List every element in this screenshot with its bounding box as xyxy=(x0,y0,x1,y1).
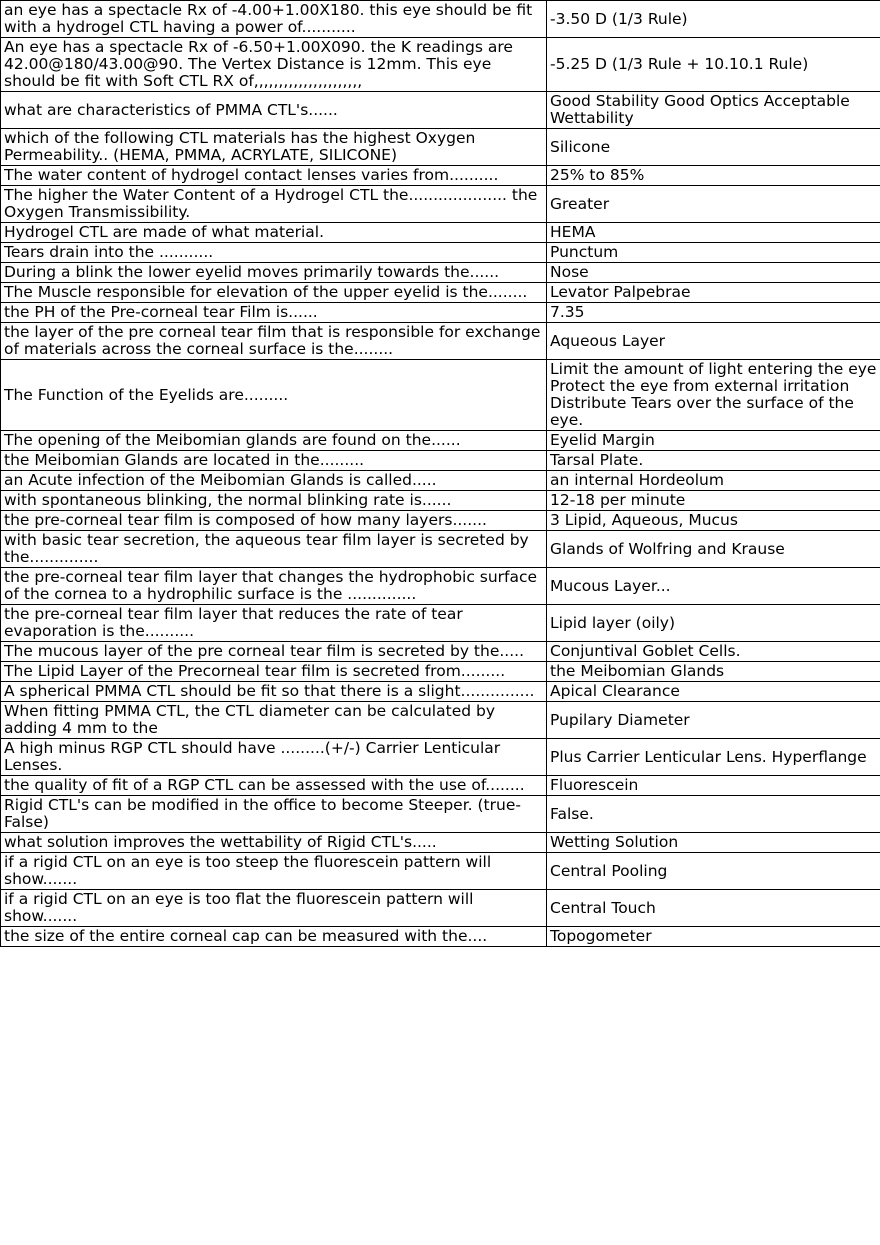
answer-cell: 12-18 per minute xyxy=(547,491,880,511)
table-row xyxy=(1,511,880,531)
question-cell: The higher the Water Content of a Hydrogel CTL the.................... the Oxygen Transmissibility. xyxy=(1,186,547,223)
question-cell: the quality of fit of a RGP CTL can be assessed with the use of........ xyxy=(1,776,547,796)
table-row xyxy=(1,1,880,38)
table-row xyxy=(1,568,880,605)
question-cell: The Function of the Eyelids are......... xyxy=(1,360,547,431)
flashcard-table-body xyxy=(1,1,880,947)
question-cell: The opening of the Meibomian glands are found on the...... xyxy=(1,431,547,451)
question-cell: the Meibomian Glands are located in the......... xyxy=(1,451,547,471)
answer-cell: Good Stability Good Optics Acceptable Wettability xyxy=(547,92,880,129)
question-cell: an Acute infection of the Meibomian Glands is called..... xyxy=(1,471,547,491)
question-cell: the pre-corneal tear film is composed of how many layers....... xyxy=(1,511,547,531)
question-cell: an eye has a spectacle Rx of -4.00+1.00X180. this eye should be fit with a hydrogel CTL having a power of........... xyxy=(1,1,547,38)
question-cell: Hydrogel CTL are made of what material. xyxy=(1,223,547,243)
question-cell: The Lipid Layer of the Precorneal tear film is secreted from......... xyxy=(1,662,547,682)
question-cell: A spherical PMMA CTL should be fit so that there is a slight............... xyxy=(1,682,547,702)
answer-cell: HEMA xyxy=(547,223,880,243)
answer-cell: Tarsal Plate. xyxy=(547,451,880,471)
answer-cell: an internal Hordeolum xyxy=(547,471,880,491)
table-row xyxy=(1,776,880,796)
table-row xyxy=(1,283,880,303)
answer-cell: Pupilary Diameter xyxy=(547,702,880,739)
answer-cell: Punctum xyxy=(547,243,880,263)
question-cell: the PH of the Pre-corneal tear Film is...... xyxy=(1,303,547,323)
question-cell: A high minus RGP CTL should have .........(+/-) Carrier Lenticular Lenses. xyxy=(1,739,547,776)
table-row xyxy=(1,833,880,853)
table-row xyxy=(1,642,880,662)
table-row xyxy=(1,38,880,92)
answer-cell: Central Touch xyxy=(547,890,880,927)
question-cell: the pre-corneal tear film layer that changes the hydrophobic surface of the cornea to a hydrophilic surface is the .............. xyxy=(1,568,547,605)
table-row xyxy=(1,682,880,702)
answer-cell: Aqueous Layer xyxy=(547,323,880,360)
table-row xyxy=(1,431,880,451)
answer-cell: False. xyxy=(547,796,880,833)
question-cell: Tears drain into the ........... xyxy=(1,243,547,263)
answer-cell: -5.25 D (1/3 Rule + 10.10.1 Rule) xyxy=(547,38,880,92)
answer-cell: -3.50 D (1/3 Rule) xyxy=(547,1,880,38)
answer-cell: Mucous Layer... xyxy=(547,568,880,605)
answer-cell: 25% to 85% xyxy=(547,166,880,186)
table-row xyxy=(1,323,880,360)
table-row xyxy=(1,223,880,243)
table-row xyxy=(1,531,880,568)
question-cell: which of the following CTL materials has the highest Oxygen Permeability.. (HEMA, PMMA, ACRYLATE, SILICONE) xyxy=(1,129,547,166)
question-cell: with spontaneous blinking, the normal blinking rate is...... xyxy=(1,491,547,511)
question-cell: what are characteristics of PMMA CTL's...... xyxy=(1,92,547,129)
answer-cell: 7.35 xyxy=(547,303,880,323)
table-row xyxy=(1,796,880,833)
table-row xyxy=(1,129,880,166)
table-row xyxy=(1,890,880,927)
answer-cell: 3 Lipid, Aqueous, Mucus xyxy=(547,511,880,531)
question-cell: if a rigid CTL on an eye is too flat the fluorescein pattern will show....... xyxy=(1,890,547,927)
answer-cell: the Meibomian Glands xyxy=(547,662,880,682)
answer-cell: Silicone xyxy=(547,129,880,166)
question-cell: with basic tear secretion, the aqueous tear film layer is secreted by the.............. xyxy=(1,531,547,568)
question-cell: The Muscle responsible for elevation of the upper eyelid is the........ xyxy=(1,283,547,303)
answer-cell: Apical Clearance xyxy=(547,682,880,702)
answer-cell: Wetting Solution xyxy=(547,833,880,853)
table-row xyxy=(1,739,880,776)
question-cell: During a blink the lower eyelid moves primarily towards the...... xyxy=(1,263,547,283)
question-cell: Rigid CTL's can be modified in the office to become Steeper. (true-False) xyxy=(1,796,547,833)
answer-cell: Lipid layer (oily) xyxy=(547,605,880,642)
table-row xyxy=(1,853,880,890)
table-row xyxy=(1,360,880,431)
table-row xyxy=(1,702,880,739)
question-cell: what solution improves the wettability of Rigid CTL's..... xyxy=(1,833,547,853)
table-row xyxy=(1,243,880,263)
table-row xyxy=(1,303,880,323)
table-row xyxy=(1,186,880,223)
answer-cell: Topogometer xyxy=(547,927,880,947)
question-cell: if a rigid CTL on an eye is too steep the fluorescein pattern will show....... xyxy=(1,853,547,890)
table-row xyxy=(1,451,880,471)
answer-cell: Nose xyxy=(547,263,880,283)
table-row xyxy=(1,927,880,947)
answer-cell: Conjuntival Goblet Cells. xyxy=(547,642,880,662)
question-cell: An eye has a spectacle Rx of -6.50+1.00X090. the K readings are 42.00@180/43.00@90. The Vertex Distance is 12mm. This eye should be fit with Soft CTL RX of,,,,,,,,,,,,,,,,,,,,,, xyxy=(1,38,547,92)
question-cell: The mucous layer of the pre corneal tear film is secreted by the..... xyxy=(1,642,547,662)
question-cell: the layer of the pre corneal tear film that is responsible for exchange of materials across the corneal surface is the........ xyxy=(1,323,547,360)
answer-cell: Greater xyxy=(547,186,880,223)
table-row xyxy=(1,662,880,682)
answer-cell: Limit the amount of light entering the eye Protect the eye from external irritation Distribute Tears over the surface of the eye. xyxy=(547,360,880,431)
table-row xyxy=(1,605,880,642)
table-row xyxy=(1,166,880,186)
question-cell: When fitting PMMA CTL, the CTL diameter can be calculated by adding 4 mm to the xyxy=(1,702,547,739)
answer-cell: Central Pooling xyxy=(547,853,880,890)
answer-cell: Plus Carrier Lenticular Lens. Hyperflange xyxy=(547,739,880,776)
table-row xyxy=(1,471,880,491)
answer-cell: Eyelid Margin xyxy=(547,431,880,451)
question-cell: The water content of hydrogel contact lenses varies from.......... xyxy=(1,166,547,186)
table-row xyxy=(1,491,880,511)
question-cell: the size of the entire corneal cap can be measured with the.... xyxy=(1,927,547,947)
question-cell: the pre-corneal tear film layer that reduces the rate of tear evaporation is the.......... xyxy=(1,605,547,642)
table-row xyxy=(1,263,880,283)
answer-cell: Levator Palpebrae xyxy=(547,283,880,303)
table-row xyxy=(1,92,880,129)
answer-cell: Glands of Wolfring and Krause xyxy=(547,531,880,568)
answer-cell: Fluorescein xyxy=(547,776,880,796)
